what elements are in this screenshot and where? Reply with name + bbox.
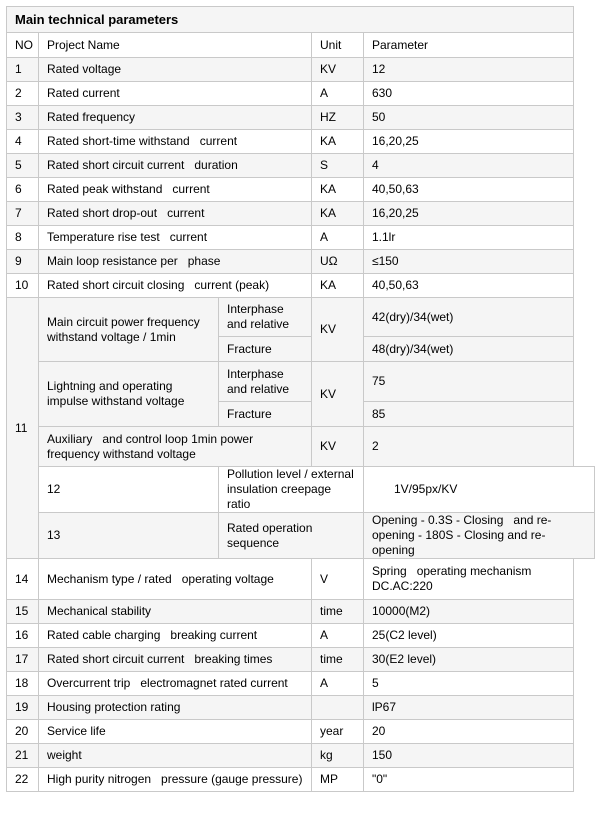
row-param: 1.1lr xyxy=(364,226,574,250)
aux-name: Auxiliary and control loop 1min power frequency withstand voltage xyxy=(39,427,312,467)
row-unit: A xyxy=(312,226,364,250)
row-param: "0" xyxy=(364,768,574,792)
row-name: Rated short drop-out current xyxy=(39,202,312,226)
row-param: 16,20,25 xyxy=(364,130,574,154)
row-param: 10000(M2) xyxy=(364,600,574,624)
header-unit: Unit xyxy=(312,33,364,58)
row-no: 4 xyxy=(7,130,39,154)
row-param: 150 xyxy=(364,744,574,768)
row-name: Overcurrent trip electromagnet rated current xyxy=(39,672,312,696)
row-param: Opening - 0.3S - Closing and re-opening - 180S - Closing and re-opening xyxy=(364,513,595,559)
row-name: Rated frequency xyxy=(39,106,312,130)
row-no: 20 xyxy=(7,720,39,744)
param-line-2: DC.AC:220 xyxy=(372,579,433,593)
row-no: 1 xyxy=(7,58,39,82)
row-name: Rated short circuit current duration xyxy=(39,154,312,178)
table-row xyxy=(7,298,595,337)
row-no: 19 xyxy=(7,696,39,720)
aux-unit: KV xyxy=(312,427,364,467)
row-name: Rated short-time withstand current xyxy=(39,130,312,154)
row-unit: KA xyxy=(312,274,364,298)
table-title-row xyxy=(7,7,595,33)
row-no: 14 xyxy=(7,559,39,600)
row-no: 13 xyxy=(39,513,219,559)
row-param: 12 xyxy=(364,58,574,82)
impulse-name: Lightning and operating impulse withstand voltage xyxy=(39,362,219,427)
row-param: 630 xyxy=(364,82,574,106)
power-freq-unit: KV xyxy=(312,298,364,362)
row-no: 3 xyxy=(7,106,39,130)
impulse-interphase-label: Interphase and relative xyxy=(219,362,312,402)
technical-parameters-table xyxy=(6,6,595,792)
power-freq-fracture-label: Fracture xyxy=(219,337,312,362)
power-freq-fracture-value: 48(dry)/34(wet) xyxy=(364,337,574,362)
table-row xyxy=(7,178,595,202)
table-row xyxy=(7,274,595,298)
row-param: 4 xyxy=(364,154,574,178)
header-row xyxy=(7,33,595,58)
table-row xyxy=(7,250,595,274)
row-unit: time xyxy=(312,648,364,672)
table-row xyxy=(7,768,595,792)
row-name: Main loop resistance per phase xyxy=(39,250,312,274)
header-parameter: Parameter xyxy=(364,33,574,58)
row-param: 20 xyxy=(364,720,574,744)
impulse-unit: KV xyxy=(312,362,364,427)
row-unit: A xyxy=(312,624,364,648)
row-name: Service life xyxy=(39,720,312,744)
table-row xyxy=(7,648,595,672)
row-param: lP67 xyxy=(364,696,574,720)
row-name: Rated operation sequence xyxy=(219,513,364,559)
table-row xyxy=(7,106,595,130)
row-no: 9 xyxy=(7,250,39,274)
row-no: 16 xyxy=(7,624,39,648)
row-unit: year xyxy=(312,720,364,744)
row-param: ≤150 xyxy=(364,250,574,274)
row-name: Rated short circuit closing current (peak) xyxy=(39,274,312,298)
row-unit: KA xyxy=(312,202,364,226)
power-freq-name: Main circuit power frequency withstand voltage / 1min xyxy=(39,298,219,362)
row-param: 25(C2 level) xyxy=(364,624,574,648)
row-no: 10 xyxy=(7,274,39,298)
row-unit: S xyxy=(312,154,364,178)
table-row xyxy=(7,720,595,744)
row-unit: kg xyxy=(312,744,364,768)
row-no: 8 xyxy=(7,226,39,250)
aux-param: 2 xyxy=(364,427,574,467)
row-param: 40,50,63 xyxy=(364,178,574,202)
row-no: 7 xyxy=(7,202,39,226)
impulse-fracture-label: Fracture xyxy=(219,402,312,427)
parameters-table-container xyxy=(6,6,595,792)
row-name: Mechanism type / rated operating voltage xyxy=(39,559,312,600)
row-name: Rated voltage xyxy=(39,58,312,82)
row-no: 21 xyxy=(7,744,39,768)
table-row xyxy=(7,202,595,226)
row-unit xyxy=(312,696,364,720)
table-row xyxy=(7,362,595,402)
row-unit: HZ xyxy=(312,106,364,130)
table-title: Main technical parameters xyxy=(7,7,574,33)
row-name: weight xyxy=(39,744,312,768)
row-name: Pollution level / external insulation creepage ratio xyxy=(219,467,364,513)
row-name: Temperature rise test current xyxy=(39,226,312,250)
row-no: 12 xyxy=(39,467,219,513)
impulse-interphase-value: 75 xyxy=(364,362,574,402)
row-name: High purity nitrogen pressure (gauge pressure) xyxy=(39,768,312,792)
row-no: 17 xyxy=(7,648,39,672)
table-row xyxy=(7,744,595,768)
row-unit: UΩ xyxy=(312,250,364,274)
row-unit: KA xyxy=(312,178,364,202)
row-name: Housing protection rating xyxy=(39,696,312,720)
row-name: Rated cable charging breaking current xyxy=(39,624,312,648)
header-project-name: Project Name xyxy=(39,33,312,58)
row-param: 50 xyxy=(364,106,574,130)
row-no: 2 xyxy=(7,82,39,106)
row-no: 15 xyxy=(7,600,39,624)
table-row xyxy=(7,82,595,106)
header-no: NO xyxy=(7,33,39,58)
table-row xyxy=(7,467,595,513)
row-name: Rated current xyxy=(39,82,312,106)
power-freq-interphase-value: 42(dry)/34(wet) xyxy=(364,298,574,337)
table-row xyxy=(7,58,595,82)
power-freq-interphase-label: Interphase and relative xyxy=(219,298,312,337)
table-row xyxy=(7,600,595,624)
row-unit: MP xyxy=(312,768,364,792)
row-no: 11 xyxy=(7,298,39,559)
table-row xyxy=(7,696,595,720)
row-unit: A xyxy=(312,672,364,696)
row-unit: A xyxy=(312,82,364,106)
table-row xyxy=(7,226,595,250)
row-param: 5 xyxy=(364,672,574,696)
row-unit: KA xyxy=(312,130,364,154)
row-name: Mechanical stability xyxy=(39,600,312,624)
row-param: 30(E2 level) xyxy=(364,648,574,672)
row-param: 16,20,25 xyxy=(364,202,574,226)
row-unit: V xyxy=(312,559,364,600)
row-no: 5 xyxy=(7,154,39,178)
table-row xyxy=(7,513,595,559)
table-row xyxy=(7,624,595,648)
row-param: 40,50,63 xyxy=(364,274,574,298)
param-line-1: Spring operating mechanism xyxy=(372,564,532,578)
row-name: Rated short circuit current breaking times xyxy=(39,648,312,672)
impulse-fracture-value: 85 xyxy=(364,402,574,427)
row-name: Rated peak withstand current xyxy=(39,178,312,202)
table-row xyxy=(7,559,595,600)
row-unit: time xyxy=(312,600,364,624)
row-param: 1V/95px/KV xyxy=(364,467,595,513)
table-row xyxy=(7,427,595,467)
table-row xyxy=(7,130,595,154)
row-no: 6 xyxy=(7,178,39,202)
row-no: 22 xyxy=(7,768,39,792)
table-row xyxy=(7,154,595,178)
table-row xyxy=(7,672,595,696)
row-unit: KV xyxy=(312,58,364,82)
row-param xyxy=(364,559,574,600)
row-no: 18 xyxy=(7,672,39,696)
